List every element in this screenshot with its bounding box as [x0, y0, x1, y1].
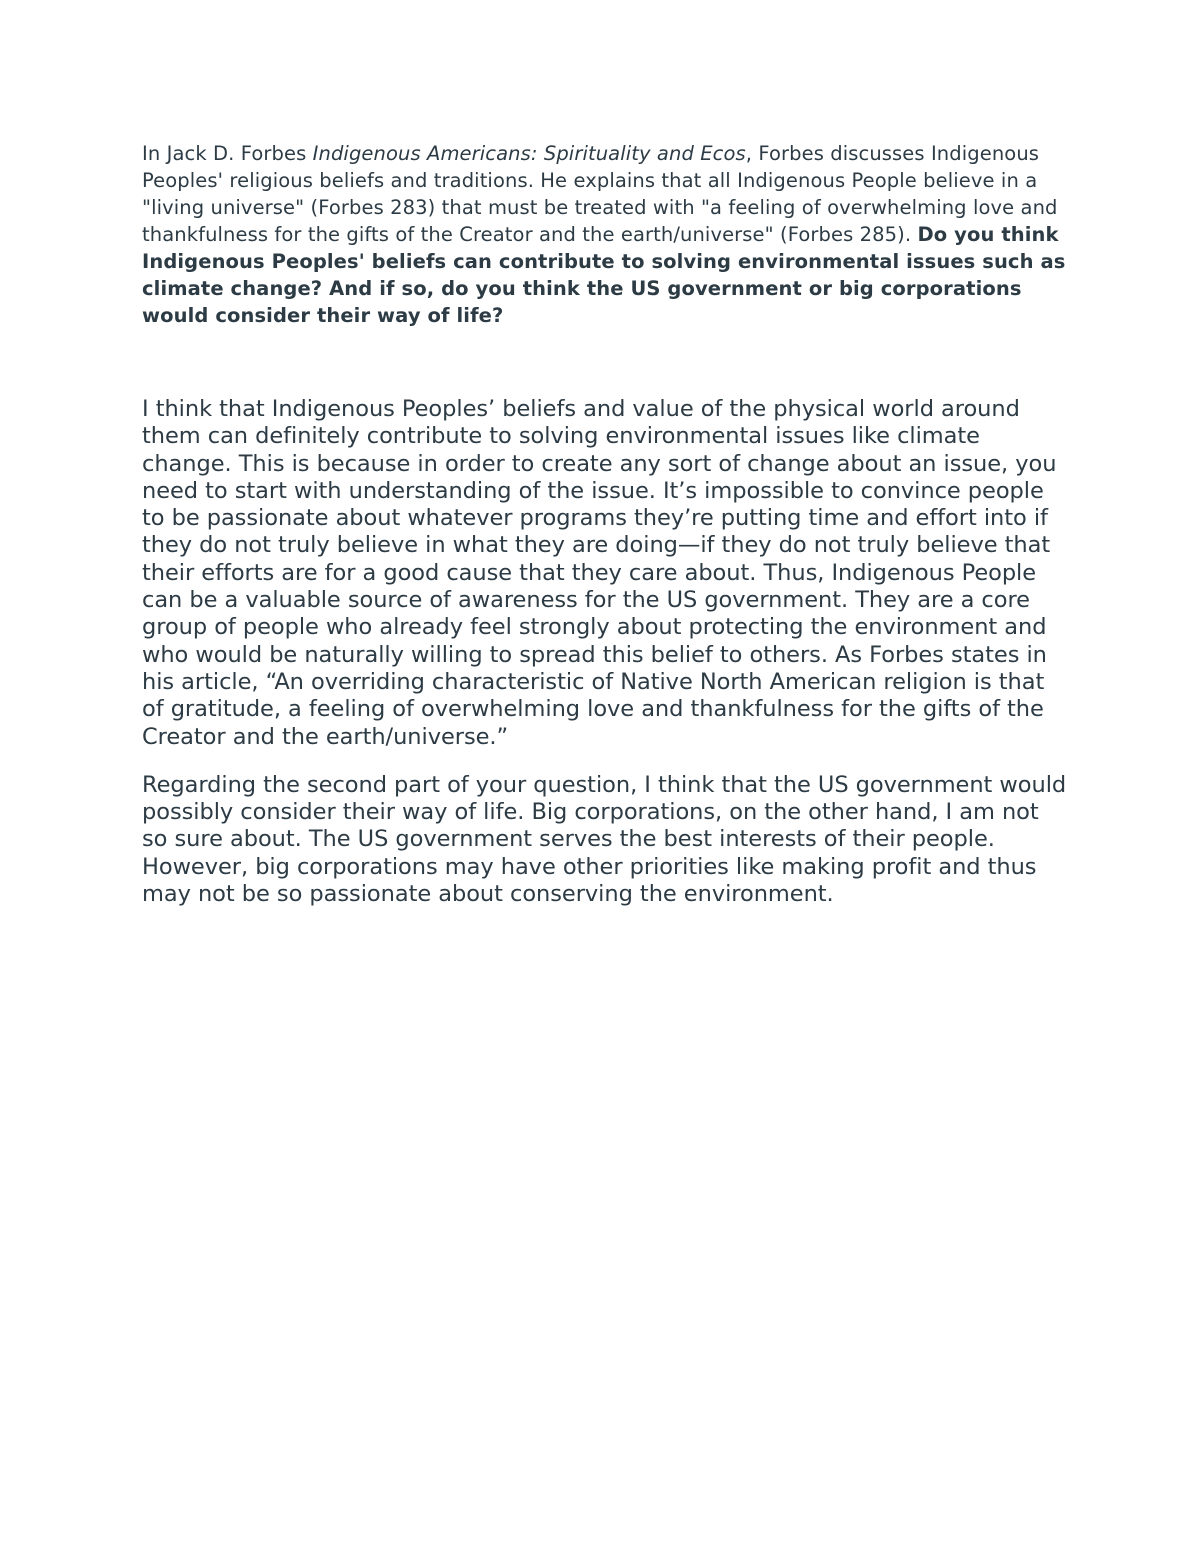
- document-page: [142, 140, 1067, 908]
- prompt-body: , Forbes discusses Indigenous Peoples' religious beliefs and traditions. He explains that all Indigenous People believe in a "living universe" (Forbes 283) that must be treated with "a feeling of overwhelming love and thankfulness for the gifts of the Creator and the earth/universe" (Forbes 285).: [142, 142, 1058, 246]
- prompt-question: Do you think Indigenous Peoples' beliefs can contribute to solving environmental issues such as climate change? And if so, do you think the US government or big corporations would consider their way of life?: [142, 223, 1066, 327]
- book-title: Indigenous Americans: Spirituality and Ecos: [312, 142, 746, 165]
- response-paragraph-2: Regarding the second part of your question, I think that the US government would possibly consider their way of life. Big corporations, on the other hand, I am not so sure about. The US government serves the best interests of their people. However, big corporations may have other priorities like making profit and thus may not be so passionate about conserving the environment.: [142, 771, 1067, 908]
- prompt-lead: In Jack D. Forbes: [142, 142, 313, 165]
- discussion-prompt: [142, 140, 1067, 329]
- response-paragraph-1: I think that Indigenous Peoples’ beliefs and value of the physical world around them can definitely contribute to solving environmental issues like climate change. This is because in order to create any sort of change about an issue, you need to start with understanding of the issue. It’s impossible to convince people to be passionate about whatever programs they’re putting time and effort into if they do not truly believe in what they are doing—if they do not truly believe that their efforts are for a good cause that they care about. Thus, Indigenous People can be a valuable source of awareness for the US government. They are a core group of people who already feel strongly about protecting the environment and who would be naturally willing to spread this belief to others. As Forbes states in his article, “An overriding characteristic of Native North American religion is that of gratitude, a feeling of overwhelming love and thankfulness for the gifts of the Creator and the earth/universe.”: [142, 396, 1057, 750]
